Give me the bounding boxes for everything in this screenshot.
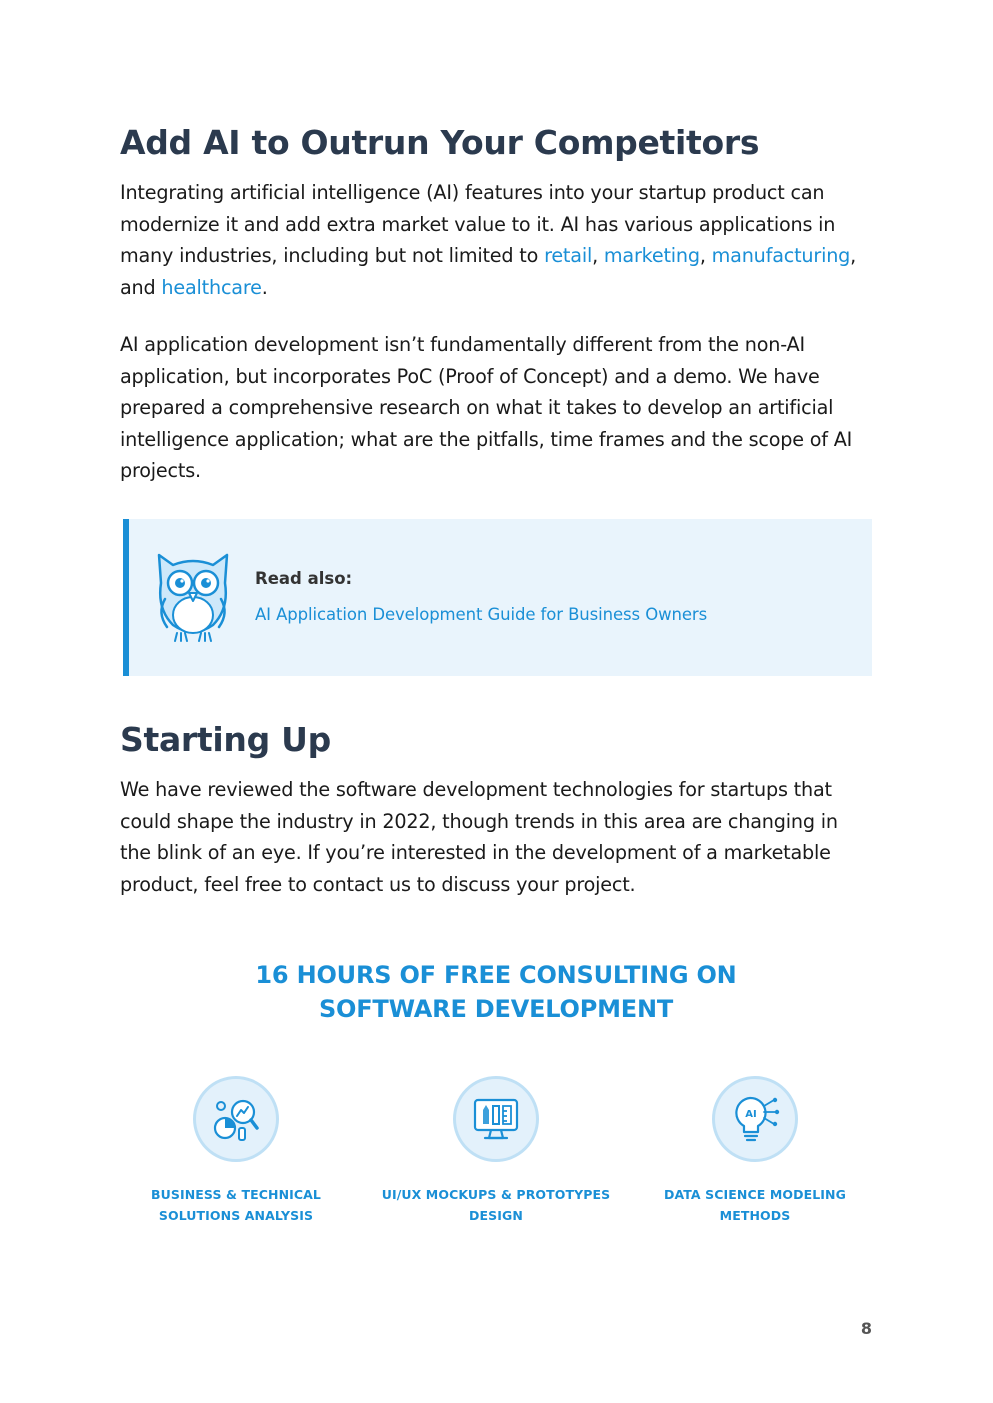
feature-data-science (640, 1076, 870, 1226)
analysis-icon (209, 1092, 263, 1146)
owl-icon (153, 549, 233, 645)
period: . (261, 275, 268, 299)
link-manufacturing[interactable]: manufacturing (711, 244, 851, 267)
feature-label-line1: DATA SCIENCE MODELING (664, 1187, 846, 1202)
feature-icon-circle (453, 1076, 539, 1162)
link-marketing[interactable]: marketing (603, 244, 700, 267)
paragraph-ai-intro (120, 177, 872, 303)
link-healthcare[interactable]: healthcare (161, 275, 262, 299)
consulting-title-line1: 16 HOURS OF FREE CONSULTING ON (255, 961, 737, 989)
feature-label-line2: SOLUTIONS ANALYSIS (158, 1208, 314, 1223)
consulting-title-line2: SOFTWARE DEVELOPMENT (318, 995, 674, 1023)
link-retail[interactable]: retail (544, 244, 593, 267)
ai-bulb-text: AI (745, 1109, 757, 1120)
feature-label-line2: METHODS (719, 1208, 791, 1223)
paragraph-ai-development: AI application development isn’t fundamentally different from the non-AI application, but incorporates PoC (Proof of Concept) and a demo. We have prepared a comprehensive research on what it takes to develop an artificial intelligence application; what are the pitfalls, time frames and the scope of AI projects. (120, 333, 853, 482)
design-monitor-icon (469, 1092, 523, 1146)
section-heading-starting-up: Starting Up (120, 720, 331, 759)
section-heading-ai: Add AI to Outrun Your Competitors (120, 123, 760, 162)
feature-ui-ux-design (381, 1076, 611, 1226)
feature-label-line2: DESIGN (469, 1208, 523, 1223)
feature-icon-circle (193, 1076, 279, 1162)
read-also-label: Read also: (255, 569, 353, 588)
read-also-callout (123, 519, 872, 676)
feature-icon-circle (712, 1076, 798, 1162)
separator: , and (120, 244, 857, 299)
feature-label (121, 1184, 351, 1226)
ai-bulb-icon (728, 1092, 782, 1146)
paragraph-starting-up: We have reviewed the software development technologies for startups that could shape the industry in 2022, though trends in this area are changing in the blink of an eye. If you’re interested in the development of a marketable product, feel free to contact us to discuss your project. (120, 778, 838, 896)
paragraph-text: Integrating artificial intelligence (AI) features into your startup product can modernize it and add extra market value to it. AI has various applications in many industries, including but not limited to (120, 181, 836, 267)
page-number: 8 (860, 1319, 872, 1338)
feature-label-line1: BUSINESS & TECHNICAL (150, 1187, 321, 1202)
feature-label (381, 1184, 611, 1226)
feature-label-line1: UI/UX MOCKUPS & PROTOTYPES (381, 1187, 611, 1202)
read-also-link[interactable]: AI Application Development Guide for Business Owners (255, 605, 708, 624)
separator: , (592, 244, 604, 267)
feature-label (640, 1184, 870, 1226)
separator: , (699, 244, 712, 267)
consulting-title (120, 958, 872, 1026)
feature-business-analysis (121, 1076, 351, 1226)
